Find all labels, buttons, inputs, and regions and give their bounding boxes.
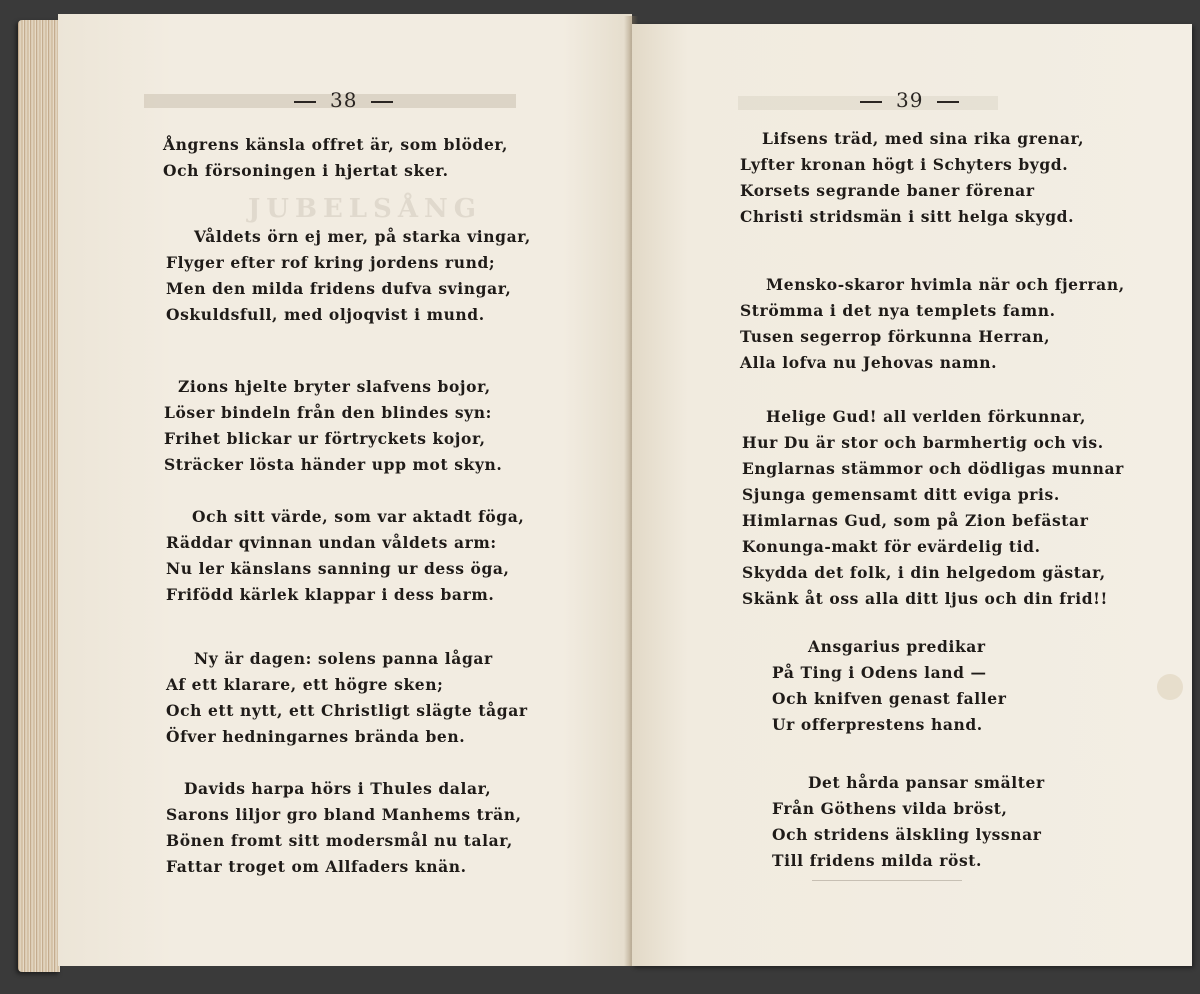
verse-line: Strömma i det nya templets famn.: [740, 301, 1056, 320]
page-number-text: 38: [330, 88, 358, 112]
verse-line: Bönen fromt sitt modersmål nu talar,: [166, 831, 513, 850]
stanza: [772, 634, 1007, 738]
verse-line: Konunga-makt för evärdelig tid.: [742, 537, 1041, 556]
verse-line: Oskuldsfull, med oljoqvist i mund.: [166, 305, 485, 324]
verse-line: Himlarnas Gud, som på Zion befästar: [742, 511, 1089, 530]
verse-line: Från Göthens vilda bröst,: [772, 799, 1008, 818]
verse-line: Och stridens älskling lyssnar: [772, 825, 1042, 844]
open-book: [18, 14, 1186, 972]
stanza: [166, 646, 528, 750]
verse-line: Skydda det folk, i din helgedom gästar,: [742, 563, 1106, 582]
right-page-number: [846, 88, 973, 112]
verse-line: Till fridens milda röst.: [772, 851, 983, 870]
verse-line: Det hårda pansar smälter: [808, 773, 1045, 792]
verse-line: Fattar troget om Allfaders knän.: [166, 857, 467, 876]
stanza: [166, 776, 522, 880]
verse-line: Ny är dagen: solens panna lågar: [194, 649, 493, 668]
verse-line: Hur Du är stor och barmhertig och vis.: [742, 433, 1104, 452]
verse-line: Lifsens träd, med sina rika grenar,: [762, 129, 1085, 148]
verse-line: Skänk åt oss alla ditt ljus och din frid!!: [742, 589, 1108, 608]
stanza: [772, 770, 1045, 874]
verse-line: Lyfter kronan högt i Schyters bygd.: [740, 155, 1069, 174]
verse-line: Och sitt värde, som var aktadt föga,: [192, 507, 525, 526]
stanza: [164, 374, 502, 478]
page-edges: [18, 20, 60, 972]
verse-line: Våldets örn ej mer, på starka vingar,: [194, 227, 531, 246]
verse-line: Ansgarius predikar: [808, 637, 986, 656]
dash: [937, 101, 959, 103]
verse-line: Löser bindeln från den blindes syn:: [164, 403, 492, 422]
stanza: [166, 224, 531, 328]
verse-line: Sjunga gemensamt ditt eviga pris.: [742, 485, 1060, 504]
stanza: [166, 504, 524, 608]
verse-line: Tusen segerrop förkunna Herran,: [740, 327, 1051, 346]
verse-line: Men den milda fridens dufva svingar,: [166, 279, 512, 298]
left-page-number: [280, 88, 407, 112]
verse-line: Helige Gud! all verlden förkunnar,: [766, 407, 1087, 426]
bleed-through-text: JUBELSÅNG: [248, 194, 482, 224]
verse-line: Davids harpa hörs i Thules dalar,: [184, 779, 492, 798]
verse-line: Frifödd kärlek klappar i dess barm.: [166, 585, 495, 604]
verse-line: Zions hjelte bryter slafvens bojor,: [178, 377, 491, 396]
dash: [860, 101, 882, 103]
verse-line: Englarnas stämmor och dödligas munnar: [742, 459, 1124, 478]
left-page: [58, 14, 632, 966]
dash: [294, 101, 316, 103]
stanza: [742, 404, 1124, 612]
verse-line: Frihet blickar ur förtryckets kojor,: [164, 429, 486, 448]
end-rule: [812, 880, 962, 881]
paper-stain: [1157, 674, 1183, 700]
verse-line: Christi stridsmän i sitt helga skygd.: [740, 207, 1075, 226]
verse-line: Ångrens känsla offret är, som blöder,: [163, 135, 509, 154]
verse-line: Alla lofva nu Jehovas namn.: [740, 353, 998, 372]
verse-line: Korsets segrande baner förenar: [740, 181, 1035, 200]
page-number-text: 39: [896, 88, 924, 112]
verse-line: Af ett klarare, ett högre sken;: [166, 675, 444, 694]
verse-line: Mensko-skaror hvimla när och fjerran,: [766, 275, 1125, 294]
stanza: [740, 126, 1084, 230]
verse-line: Och knifven genast faller: [772, 689, 1007, 708]
stanza: [163, 132, 508, 184]
verse-line: Och ett nytt, ett Christligt slägte tågar: [166, 701, 528, 720]
right-page: [632, 24, 1192, 966]
verse-line: Räddar qvinnan undan våldets arm:: [166, 533, 497, 552]
verse-line: På Ting i Odens land —: [772, 663, 987, 682]
verse-line: Sarons liljor gro bland Manhems trän,: [166, 805, 522, 824]
verse-line: Öfver hedningarnes brända ben.: [166, 727, 466, 746]
verse-line: Nu ler känslans sanning ur dess öga,: [166, 559, 510, 578]
verse-line: Och försoningen i hjertat sker.: [163, 161, 449, 180]
stanza: [740, 272, 1125, 376]
verse-line: Sträcker lösta händer upp mot skyn.: [164, 455, 503, 474]
verse-line: Ur offerprestens hand.: [772, 715, 983, 734]
dash: [371, 101, 393, 103]
verse-line: Flyger efter rof kring jordens rund;: [166, 253, 496, 272]
